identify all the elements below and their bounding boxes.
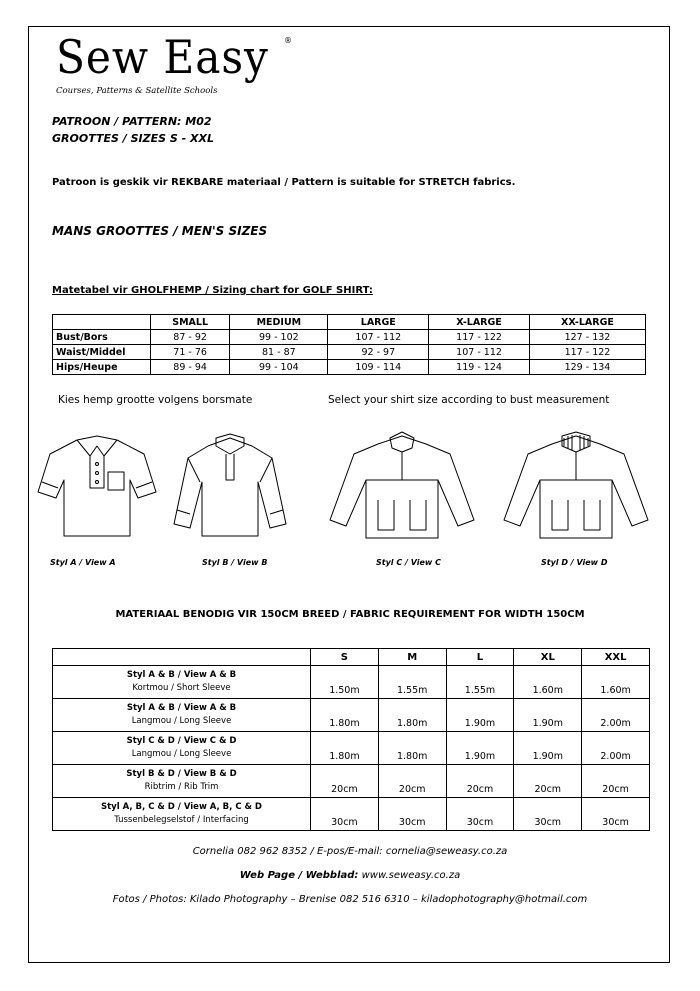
size-range: GROOTTES / SIZES S - XXL [52,132,214,145]
row-label [53,666,311,699]
row-title: Styl A, B, C & D / View A, B, C & D [101,802,262,812]
web-line [0,870,700,881]
column-header: L [446,649,514,666]
table-corner-cell [53,315,151,330]
table-cell: 81 - 87 [230,345,328,360]
table-corner-cell [53,649,311,666]
size-note-afrikaans: Kies hemp grootte volgens borsmate [58,394,253,406]
web-link[interactable]: www.seweasy.co.za [361,870,461,881]
table-cell: 1.50m [311,666,379,699]
row-label: Waist/Middel [53,345,151,360]
table-cell: 1.90m [446,732,514,765]
view-d-caption: Styl D / View D [541,558,608,567]
row-label [53,798,311,831]
pattern-number: PATROON / PATTERN: M02 [52,115,212,128]
column-header: XX-LARGE [529,315,645,330]
table-row [53,798,650,831]
table-cell: 1.90m [514,699,582,732]
table-row [53,666,650,699]
table-cell: 87 - 92 [151,330,230,345]
table-cell: 1.55m [378,666,446,699]
row-title: Styl A & B / View A & B [126,670,237,680]
table-cell: 119 - 124 [429,360,530,375]
table-cell: 99 - 104 [230,360,328,375]
size-note-english: Select your shirt size according to bust measurement [328,394,610,406]
table-header-row [53,315,646,330]
table-cell: 127 - 132 [529,330,645,345]
column-header: LARGE [328,315,429,330]
sizing-chart-title: Matetabel vir GHOLFHEMP / Sizing chart for GOLF SHIRT: [52,285,373,296]
column-header: MEDIUM [230,315,328,330]
view-b-caption: Styl B / View B [202,558,268,567]
table-cell: 92 - 97 [328,345,429,360]
table-row [53,699,650,732]
table-row [53,732,650,765]
view-c-caption: Styl C / View C [376,558,441,567]
table-row [53,765,650,798]
table-cell: 30cm [582,798,650,831]
row-label: Bust/Bors [53,330,151,345]
table-cell: 117 - 122 [429,330,530,345]
row-title: Styl B & D / View B & D [126,769,237,779]
row-label [53,732,311,765]
table-cell: 1.60m [582,666,650,699]
table-row [53,330,646,345]
table-cell: 1.80m [378,699,446,732]
table-row [53,360,646,375]
row-label [53,765,311,798]
fabric-requirement-table [52,648,650,831]
column-header: X-LARGE [429,315,530,330]
table-cell: 20cm [378,765,446,798]
table-cell: 30cm [311,798,379,831]
logo-subtitle: Courses, Patterns & Satellite Schools [56,86,218,96]
table-cell: 71 - 76 [151,345,230,360]
row-title: Styl A & B / View A & B [126,703,237,713]
column-header: SMALL [151,315,230,330]
row-subtitle: Kortmou / Short Sleeve [132,683,231,693]
table-cell: 1.80m [378,732,446,765]
table-cell: 1.55m [446,666,514,699]
table-cell: 1.80m [311,699,379,732]
table-cell: 109 - 114 [328,360,429,375]
table-cell: 1.90m [514,732,582,765]
table-cell: 1.60m [514,666,582,699]
row-subtitle: Ribtrim / Rib Trim [144,782,219,792]
row-label: Hips/Heupe [53,360,151,375]
row-title: Styl C & D / View C & D [126,736,237,746]
table-cell: 107 - 112 [429,345,530,360]
table-cell: 2.00m [582,732,650,765]
photos-credit: Fotos / Photos: Kilado Photography – Brenise 082 516 6310 – kiladophotography@hotmail.com [112,894,588,905]
table-cell: 99 - 102 [230,330,328,345]
row-subtitle: Langmou / Long Sleeve [131,716,232,726]
table-row [53,345,646,360]
row-label [53,699,311,732]
logo-title: Sew Easy [56,30,269,84]
golf-shirt-long-sleeve-icon [160,432,290,542]
section-title: MANS GROOTTES / MEN'S SIZES [52,224,268,238]
table-header-row [53,649,650,666]
row-subtitle: Tussenbelegselstof / Interfacing [114,815,249,825]
fabric-suitability: Patroon is geskik vir REKBARE materiaal / Pattern is suitable for STRETCH fabrics. [52,177,516,188]
fabric-requirement-title: MATERIAAL BENODIG VIR 150CM BREED / FABRIC REQUIREMENT FOR WIDTH 150CM [115,609,585,620]
view-a-caption: Styl A / View A [50,558,116,567]
contact-line: Cornelia 082 962 8352 / E-pos/E-mail: cornelia@seweasy.co.za [192,846,508,857]
table-cell: 107 - 112 [328,330,429,345]
golf-shirt-short-sleeve-icon [32,432,162,542]
table-cell: 30cm [378,798,446,831]
table-cell: 30cm [446,798,514,831]
web-label: Web Page / Webblad: [239,870,359,881]
table-cell: 1.90m [446,699,514,732]
table-cell: 129 - 134 [529,360,645,375]
column-header: XXL [582,649,650,666]
column-header: S [311,649,379,666]
row-subtitle: Langmou / Long Sleeve [131,749,232,759]
table-cell: 20cm [311,765,379,798]
table-cell: 117 - 122 [529,345,645,360]
table-cell: 20cm [446,765,514,798]
table-cell: 2.00m [582,699,650,732]
sizing-chart-table [52,314,646,375]
golf-shirt-paneled-collar-icon [326,430,478,544]
table-cell: 30cm [514,798,582,831]
golf-shirt-paneled-rib-icon [498,430,652,544]
table-cell: 20cm [514,765,582,798]
table-cell: 20cm [582,765,650,798]
table-cell: 1.80m [311,732,379,765]
column-header: XL [514,649,582,666]
table-cell: 89 - 94 [151,360,230,375]
column-header: M [378,649,446,666]
logo-registered-mark: ® [284,36,292,45]
